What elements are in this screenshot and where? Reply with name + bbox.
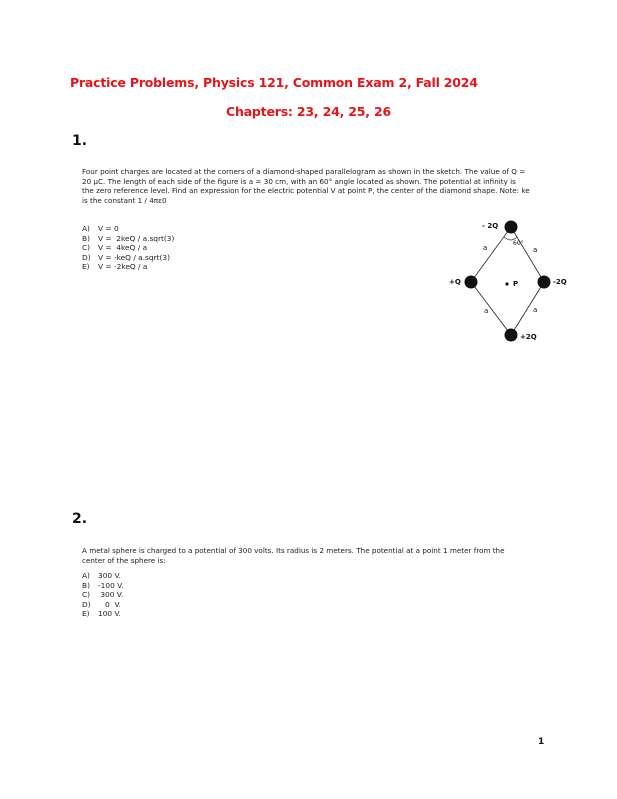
choice-text: V = -keQ / a.sqrt(3)	[98, 252, 171, 262]
choice-text: 300 V.	[98, 590, 124, 600]
choice-text: 0 V.	[98, 599, 121, 609]
choice-label: E)	[82, 609, 90, 619]
charge-left	[465, 276, 478, 289]
choice-c	[82, 590, 124, 600]
choice-label: C)	[82, 590, 91, 600]
choice-text: V = -2keQ / a	[98, 262, 148, 272]
bottom-charge-label: +2Q	[520, 333, 537, 341]
side-label-bottom-right: a	[533, 306, 538, 314]
problem-1-text-line: 20 μC. The length of each side of the figure is a = 30 cm, with an 60° angle located as shown. The potential at infinity is	[82, 176, 516, 186]
top-charge-label: - 2Q	[482, 222, 499, 230]
edge-bottom-left	[471, 282, 511, 335]
side-label-bottom-left: a	[484, 307, 489, 315]
problem-2-choices	[82, 571, 124, 619]
problem-1-text-line: the zero reference level. Find an expression for the electric potential V at point P, the center of the diamond shape. Note: ke	[82, 186, 530, 196]
choice-b	[82, 234, 174, 244]
choice-label: D)	[82, 599, 91, 609]
choice-text: -100 V.	[98, 580, 124, 590]
page-number: 1	[538, 737, 545, 747]
choice-label: A)	[82, 571, 90, 580]
choice-label: E)	[82, 262, 90, 272]
right-charge-label: -2Q	[553, 278, 567, 286]
edge-top-right	[511, 227, 544, 282]
problem-2-text-line: center of the sphere is:	[82, 555, 166, 565]
charge-top	[505, 221, 518, 234]
choice-c	[82, 243, 174, 253]
choice-text: 100 V.	[98, 609, 121, 619]
edge-bottom-right	[511, 282, 544, 335]
problem-1-choices	[82, 224, 174, 272]
choice-text: V = 2keQ / a.sqrt(3)	[98, 233, 175, 243]
choice-e	[82, 262, 174, 272]
left-charge-label: +Q	[449, 278, 461, 286]
choice-d	[82, 253, 174, 263]
choice-text: V = 4keQ / a	[98, 243, 148, 253]
choice-label: A)	[82, 224, 90, 233]
problem-2-text-line: A metal sphere is charged to a potential of 300 volts. Its radius is 2 meters. The potential at a point 1 meter from the	[82, 546, 505, 555]
page-title: Practice Problems, Physics 121, Common Exam 2, Fall 2024	[70, 75, 478, 90]
choice-e	[82, 609, 124, 619]
diamond-charge-diagram	[440, 215, 590, 350]
edge-top-left	[471, 227, 511, 282]
problem-1-number: 1.	[72, 133, 88, 149]
center-label: P	[513, 280, 519, 288]
charge-right	[538, 276, 551, 289]
choice-label: B)	[82, 233, 90, 243]
choice-a	[82, 224, 174, 234]
center-point	[505, 282, 508, 285]
choice-text: V = 0	[98, 224, 119, 233]
side-label-top-left: a	[483, 244, 488, 252]
problem-1-text-line: is the constant 1 / 4πε0	[82, 195, 167, 205]
problem-1-text-line: Four point charges are located at the corners of a diamond-shaped parallelogram as shown in the sketch. The value of Q =	[82, 167, 526, 176]
choice-a	[82, 571, 124, 581]
problem-1-text	[82, 167, 592, 205]
choice-label: C)	[82, 243, 91, 253]
problem-2-text	[82, 546, 592, 565]
choice-d	[82, 600, 124, 610]
chapters-subtitle: Chapters: 23, 24, 25, 26	[226, 104, 391, 119]
choice-text: 300 V.	[98, 571, 121, 580]
choice-b	[82, 581, 124, 591]
side-label-top-right: a	[533, 246, 538, 254]
choice-label: B)	[82, 580, 90, 590]
choice-label: D)	[82, 252, 91, 262]
problem-2-number: 2.	[72, 511, 88, 527]
angle-label: 60°	[513, 240, 524, 247]
charge-bottom	[505, 329, 518, 342]
